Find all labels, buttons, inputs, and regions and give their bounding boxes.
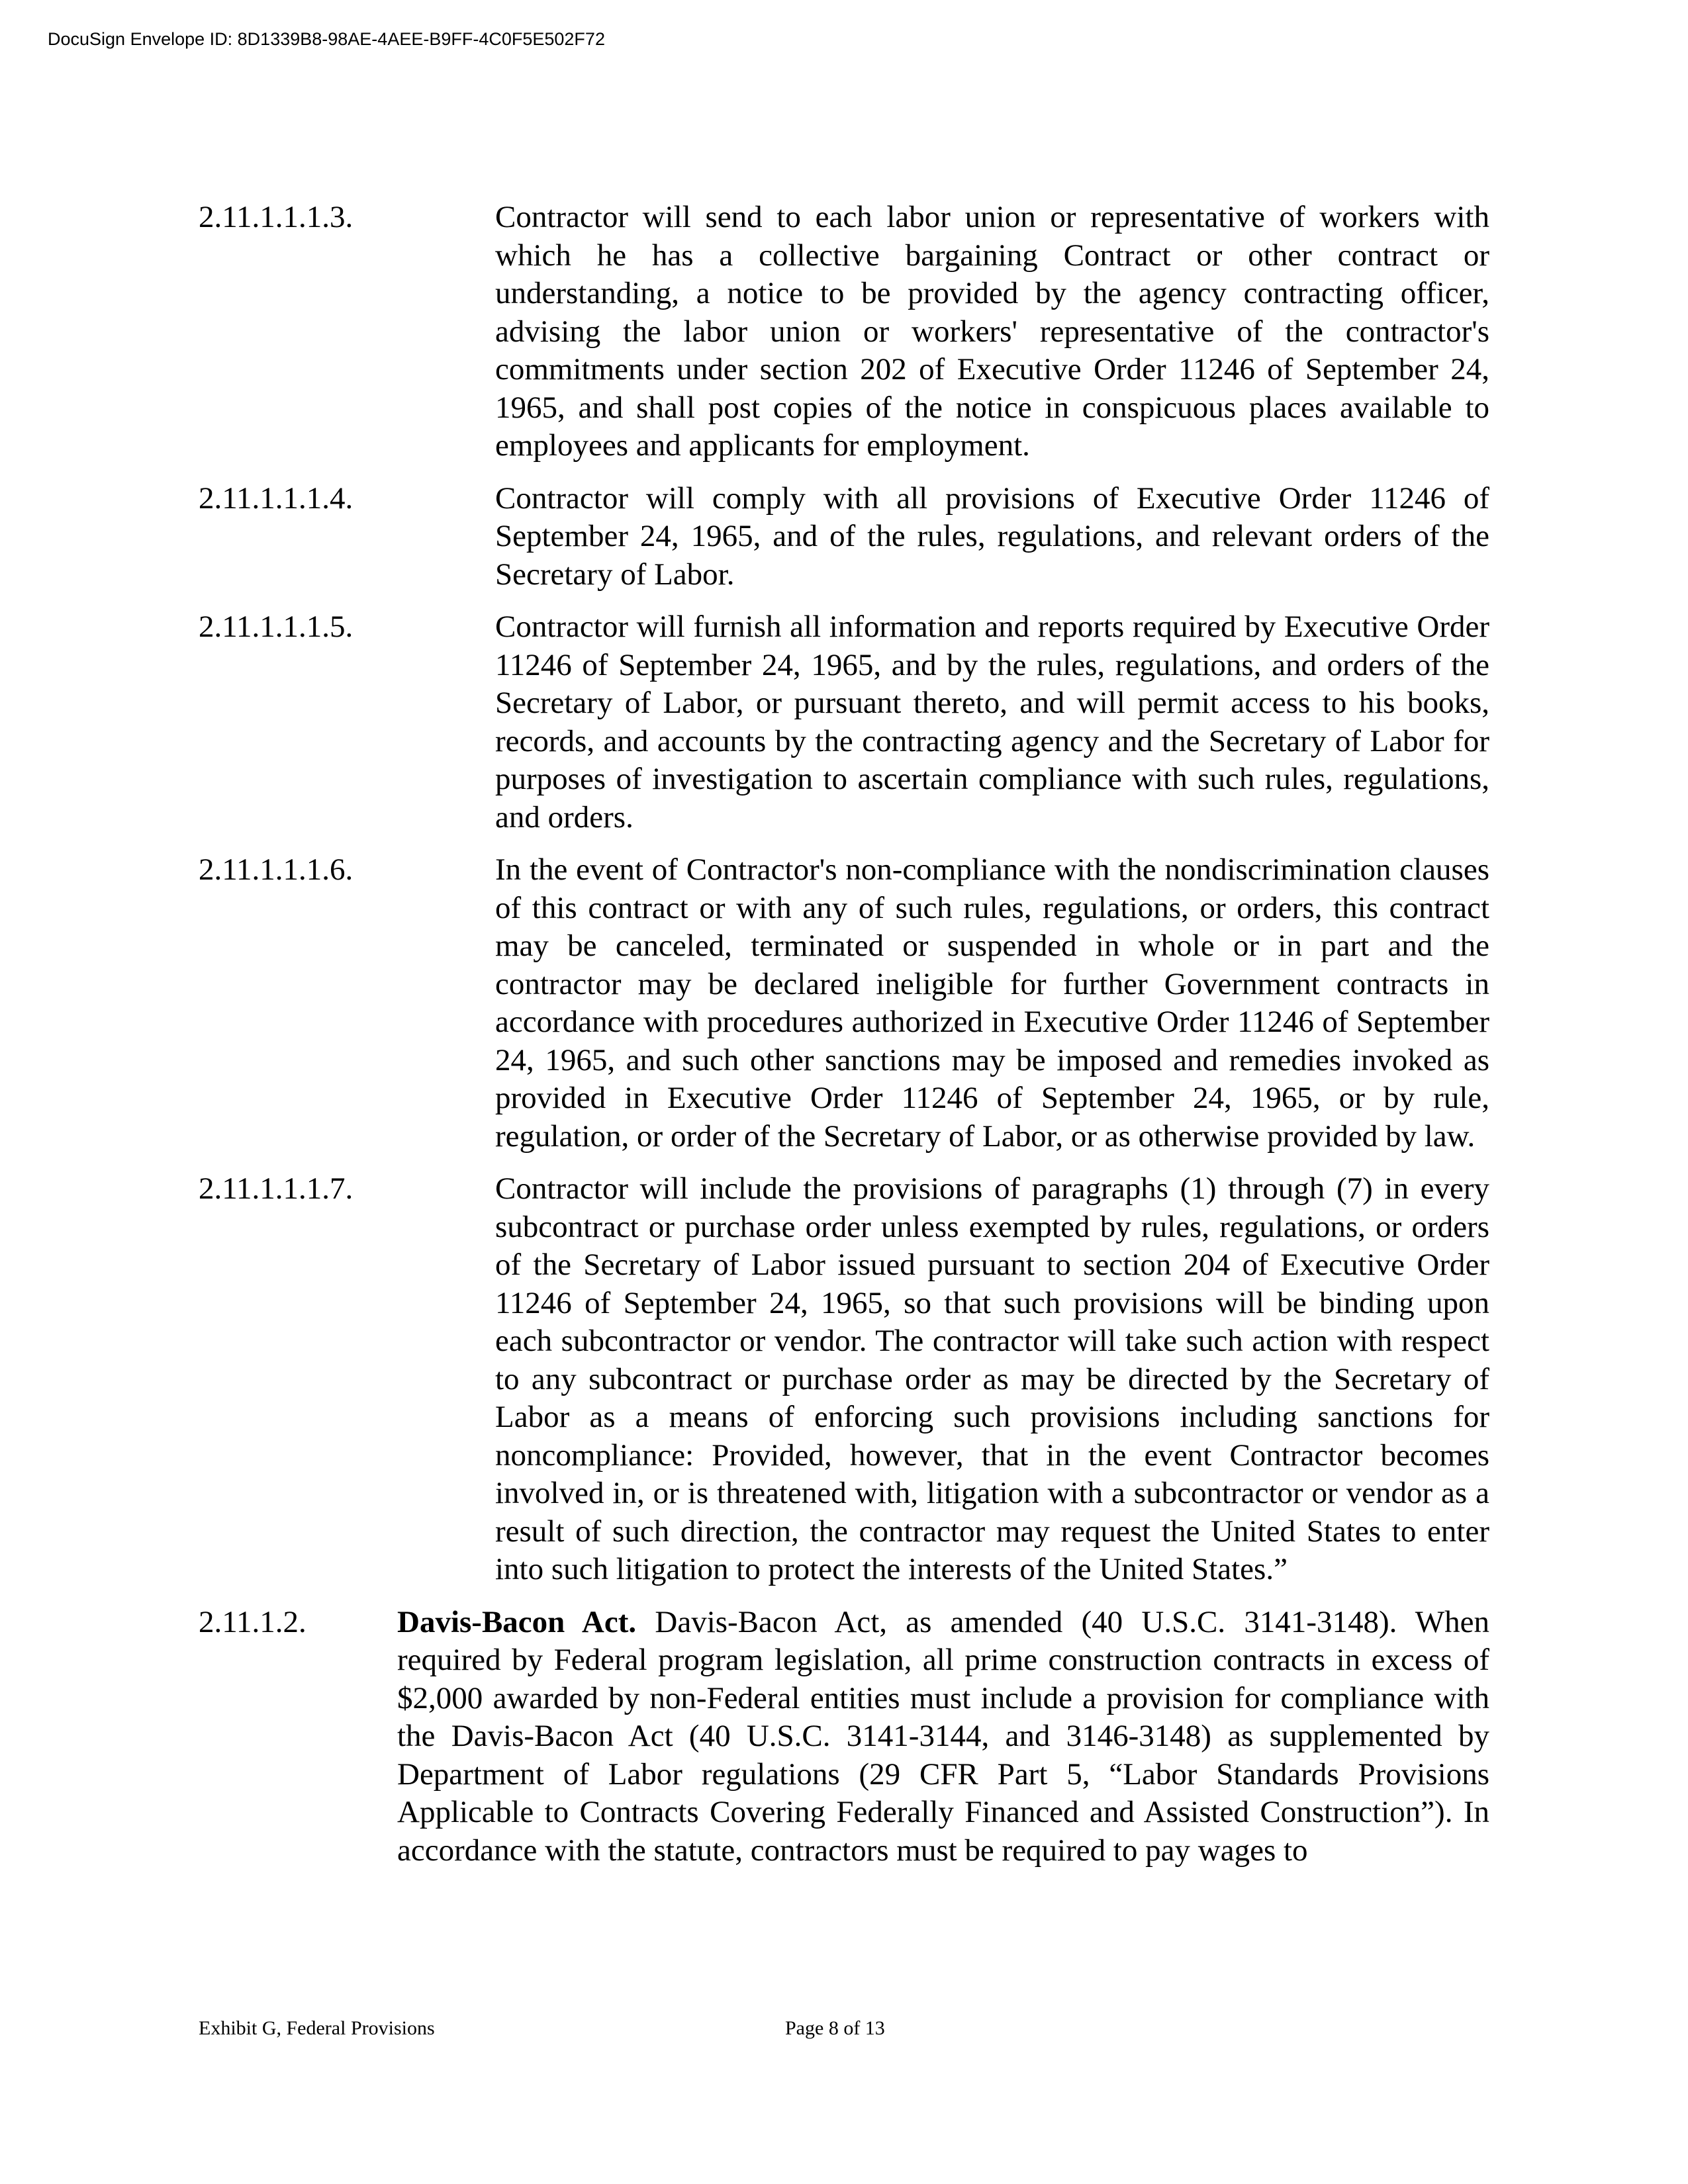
envelope-id: DocuSign Envelope ID: 8D1339B8-98AE-4AEE-B9FF-4C0F5E502F72 [48,29,605,49]
section-2-11-1-1-1-3 [199,199,1489,465]
section-number: 2.11.1.1.1.7. [199,1171,353,1206]
section-2-11-1-1-1-5 [199,608,1489,837]
section-number: 2.11.1.1.1.6. [199,852,353,887]
section-text [397,1604,1489,1870]
section-text: Contractor will send to each labor union or representative of workers with which he has a collective bargaining Contract or other contract or understanding, a notice to be provided by the agency contracting officer, advising the labor union or workers' representative of the contractor's commitments under section 202 of Executive Order 11246 of September 24, 1965, and shall post copies of the notice in conspicuous places available to employees and applicants for employment. [495,200,1489,463]
section-number: 2.11.1.1.1.5. [199,610,353,644]
section-text: Contractor will comply with all provisions of Executive Order 11246 of September 24, 1965, and of the rules, regulations, and relevant orders of the Secretary of Labor. [495,480,1489,592]
document-body [199,199,1489,1884]
section-text: Contractor will furnish all information and reports required by Executive Order 11246 of September 24, 1965, and by the rules, regulations, and orders of the Secretary of Labor, or pursuant thereto, and will permit access to his books, records, and accounts by the contracting agency and the Secretary of Labor for purposes of investigation to ascertain compliance with such rules, regulations, and orders. [495,610,1489,835]
section-text: In the event of Contractor's non-compliance with the nondiscrimination clauses of this contract or with any of such rules, regulations, or orders, this contract may be canceled, terminated or suspended in whole or in part and the contractor may be declared ineligible for further Government contracts in accordance with procedures authorized in Executive Order 11246 of September 24, 1965, and such other sanctions may be imposed and remedies invoked as provided in Executive Order 11246 of September 24, 1965, or by rule, regulation, or order of the Secretary of Labor, or as otherwise provided by law. [495,852,1489,1154]
section-number: 2.11.1.1.1.4. [199,480,353,516]
section-number: 2.11.1.1.1.3. [199,200,353,234]
footer-page-number: Page 8 of 13 [785,2017,885,2039]
section-text: Contractor will include the provisions of paragraphs (1) through (7) in every subcontract or purchase order unless exempted by rules, regulations, or orders of the Secretary of Labor issued pursuant to section 204 of Executive Order 11246 of September 24, 1965, so that such provisions will be binding upon each subcontractor or vendor. The contractor will take such action with respect to any subcontract or purchase order as may be directed by the Secretary of Labor as a means of enforcing such provisions including sanctions for noncompliance: Provided, however, that in the event Contractor becomes involved in, or is threatened with, litigation with a subcontractor or vendor as a result of such direction, the contractor may request the United States to enter into such litigation to protect the interests of the United States.” [495,1171,1489,1586]
section-2-11-1-1-1-7 [199,1170,1489,1589]
section-2-11-1-1-1-4 [199,480,1489,594]
section-heading: Davis-Bacon Act. [397,1604,637,1639]
section-body: Davis-Bacon Act, as amended (40 U.S.C. 3141-3148). When required by Federal program legislation, all prime construction contracts in excess of $2,000 awarded by non-Federal entities must include a provision for compliance with the Davis-Bacon Act (40 U.S.C. 3141-3144, and 3146-3148) as supplemented by Department of Labor regulations (29 CFR Part 5, “Labor Standards Provisions Applicable to Contracts Covering Federally Financed and Assisted Construction”). In accordance with the statute, contractors must be required to pay wages to [397,1604,1489,1868]
section-2-11-1-2 [199,1604,1489,1870]
footer-exhibit-label: Exhibit G, Federal Provisions [199,2017,435,2039]
section-number: 2.11.1.2. [199,1604,306,1639]
section-2-11-1-1-1-6 [199,851,1489,1156]
